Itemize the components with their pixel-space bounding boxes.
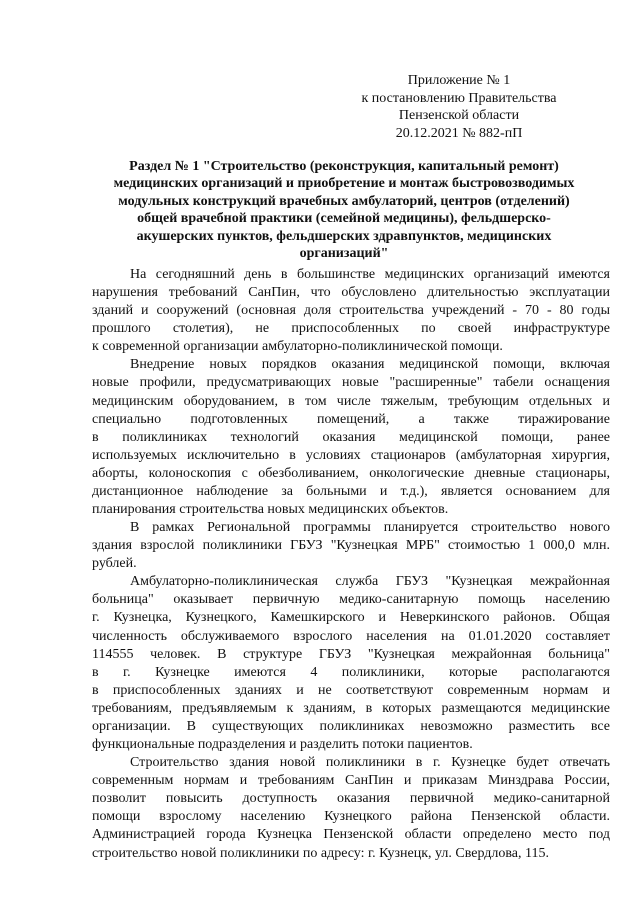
appendix-region: Пензенской области [398, 108, 520, 123]
text-line: Амбулаторно-поликлиническая служба ГБУЗ "Кузнецкая межрайонная [130, 574, 610, 590]
appendix-header [340, 72, 578, 142]
text-line: медицинским оборудованием, в том числе тяжелым, требующим отдельных и [92, 393, 610, 409]
text-line: новые профили, предусматривающих новые "расширенные" табели оснащения [92, 375, 610, 391]
text-line: организации. В существующих поликлиниках невозможно разместить все [92, 718, 610, 734]
text-line: современным нормам и требованиям СанПин и приказам Минздрава России, [92, 773, 610, 789]
text-line: 114555 человек. В структуре ГБУЗ "Кузнецкая межрайонная больница" [92, 646, 610, 662]
section-title-line: модульных конструкций врачебных амбулаторий, центров (отделений) [118, 193, 570, 209]
section-title-line: Раздел № 1 "Строительство (реконструкция, капитальный ремонт) [129, 159, 559, 174]
text-line: прошлого столетия), не приспособленных по своей инфраструктуре [92, 321, 610, 337]
text-line: требованиям, предъявляемым к зданиям, в которых размещаются медицинские [92, 700, 610, 716]
text-line: специально подготовленных помещений, а также тиражирование [92, 411, 610, 427]
section-title-line: организаций" [299, 246, 389, 262]
paragraph-new-clinic [92, 754, 610, 862]
paragraph-outpatient-service [92, 573, 610, 754]
text-line: численность обслуживаемого взрослого населения на 01.01.2020 составляет [92, 628, 610, 644]
text-line: здания взрослой поликлиники ГБУЗ "Кузнецкая МРБ" стоимостью 1 000,0 млн. [92, 538, 610, 554]
text-line: г. Кузнецка, Кузнецкого, Камешкирского и Неверкинского районов. Общая [92, 610, 610, 626]
text-line: зданий и сооружений (основная доля строительства учреждений - 70 - 80 годы [92, 303, 610, 319]
text-line: в приспособленных зданиях и не соответствуют современным нормам и [92, 682, 610, 698]
text-line: в г. Кузнецке имеются 4 поликлиники, которые располагаются [92, 664, 610, 680]
text-line: позволит повысить доступность оказания первичной медико-санитарной [92, 791, 610, 807]
text-line: больница" оказывает первичную медико-санитарную помощь населению [92, 592, 610, 608]
text-line: в поликлиниках технологий оказания медицинской помощи, ранее [92, 429, 610, 445]
text-line: помощи взрослому населению Кузнецкого района Пензенской области. [92, 809, 610, 825]
text-line: строительство новой поликлиники по адресу: г. Кузнецк, ул. Свердлова, 115. [92, 845, 549, 861]
text-line: планирования строительства новых медицинских объектов. [92, 502, 449, 518]
text-line: рублей. [92, 556, 137, 572]
paragraph-new-procedures [92, 356, 610, 519]
text-line: дистанционное наблюдение за больными и т.д.), является основанием для [92, 483, 610, 499]
section-title-line: общей врачебной практики (семейной медицины), фельдшерско- [137, 211, 551, 227]
text-line: используемых исключительно в условиях стационаров (амбулаторная хирургия, [92, 447, 610, 463]
paragraph-current-state [92, 266, 610, 356]
section-title [92, 158, 596, 262]
section-title-line: акушерских пунктов, фельдшерских здравпунктов, медицинских [136, 228, 552, 244]
text-line: На сегодняшний день в большинстве медицинских организаций имеются [130, 267, 610, 282]
text-line: нарушения требований СанПин, что обусловлено длительностью эксплуатации [92, 285, 610, 301]
text-line: аборты, колоноскопия с обезболиванием, онкологические дневные стационары, [92, 465, 610, 481]
appendix-number: Приложение № 1 [407, 73, 511, 88]
appendix-resolution: к постановлению Правительства [361, 90, 557, 106]
appendix-date-number: 20.12.2021 № 882-пП [395, 125, 523, 141]
text-line: функциональные подразделения и разделить потоки пациентов. [92, 737, 473, 753]
section-title-line: медицинских организаций и приобретение и монтаж быстровозводимых [113, 176, 575, 192]
text-line: Строительство здания новой поликлиники в г. Кузнецке будет отвечать [130, 755, 610, 771]
text-line: Администрацией города Кузнецка Пензенской области определено место под [92, 827, 610, 843]
text-line: Внедрение новых порядков оказания медицинской помощи, включая [130, 357, 610, 373]
text-line: к современной организации амбулаторно-поликлинической помощи. [92, 339, 503, 355]
text-line: В рамках Региональной программы планируется строительство нового [130, 520, 610, 536]
body-text [92, 266, 610, 863]
paragraph-regional-program [92, 519, 610, 573]
